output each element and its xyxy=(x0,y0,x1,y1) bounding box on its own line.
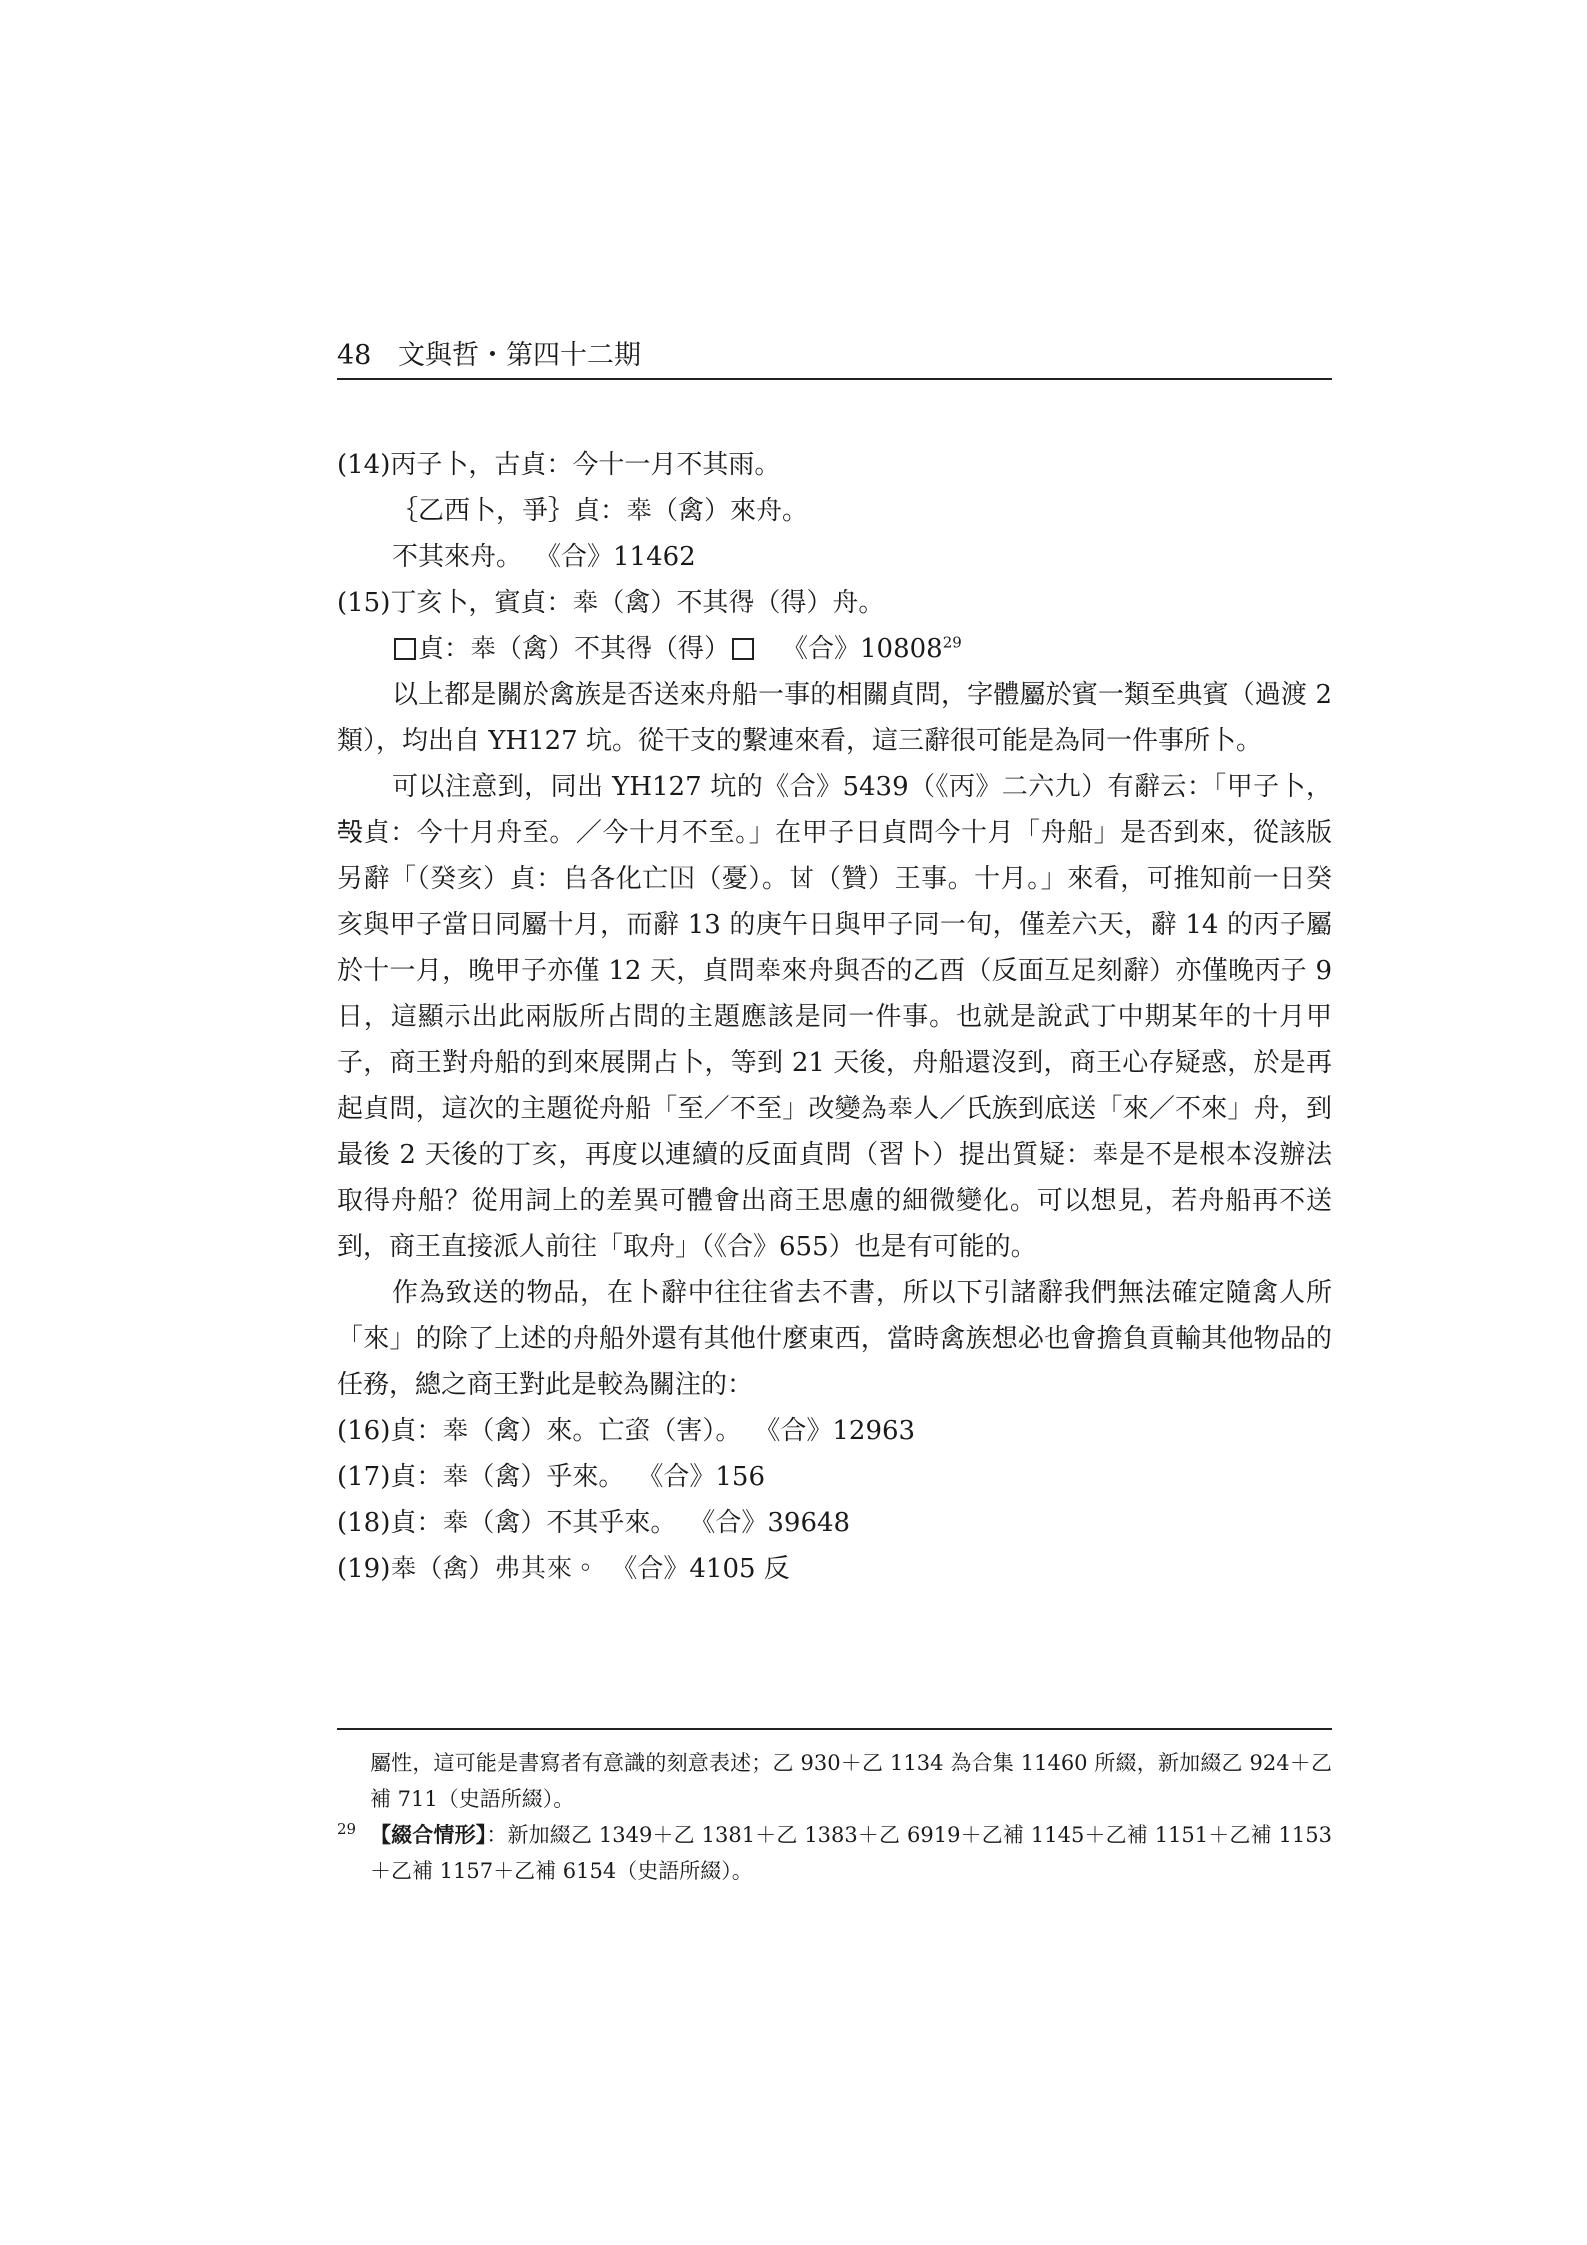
example-14-source: 《合》11462 xyxy=(548,542,696,572)
example-19 xyxy=(337,1546,1332,1592)
example-17 xyxy=(337,1454,1332,1500)
paragraph-2: 可以注意到，同出 YH127 坑的《合》5439（《丙》二六九）有辭云：「甲子卜，𣪊貞：今十月舟至。／今十月不至。」在甲子日貞問今十月「舟船」是否到來，從該版另辭「（癸亥）貞：𠂤各化亡𡆥（憂）。𠀠（贊）王事。十月。」來看，可推知前一日癸亥與甲子當日同屬十月，而辭 13 的庚午日與甲子同一旬，僅差六天，辭 14 的丙子屬於十一月，晚甲子亦僅 12 天，貞問𠦪來舟與否的乙酉（反面互足刻辭）亦僅晚丙子 9 日，這顯示出此兩版所占問的主題應該是同一件事。也就是說武丁中期某年的十月甲子，商王對舟船的到來展開占卜，等到 21 天後，舟船還沒到，商王心存疑惑，於是再起貞問，這次的主題從舟船「至／不至」改變為𠦪人／氏族到底送「來／不來」舟，到最後 2 天後的丁亥，再度以連續的反面貞問（習卜）提出質疑：𠦪是不是根本沒辦法取得舟船？從用詞上的差異可體會出商王思慮的細微變化。可以想見，若舟船再不送到，商王直接派人前往「取舟」（《合》655）也是有可能的。 xyxy=(337,772,1332,1262)
page-number: 48 xyxy=(337,340,372,371)
footnote-29-text: ：新加綴乙 1349＋乙 1381＋乙 1383＋乙 6919＋乙補 1145＋乙補 1151＋乙補 1153＋乙補 1157＋乙補 6154（史語所綴）。 xyxy=(370,1823,1332,1883)
example-16 xyxy=(337,1408,1332,1454)
main-text xyxy=(337,442,1332,1592)
header-rule xyxy=(337,378,1332,380)
footnote-ref-29: 29 xyxy=(942,633,962,652)
footnote-29-mark: 29 xyxy=(337,1820,357,1838)
example-17-source: 《合》156 xyxy=(650,1462,766,1492)
footnote-continuation: 屬性，這可能是書寫者有意識的刻意表述；乙 930＋乙 1134 為合集 11460 所綴，新加綴乙 924＋乙補 711（史語所綴）。 xyxy=(370,1751,1332,1811)
footnote-rule xyxy=(337,1728,1332,1730)
paragraph-1: 以上都是關於禽族是否送來舟船一事的相關貞問，字體屬於賓一類至典賓（過渡 2 類），均出自 YH127 坑。從干支的繫連來看，這三辭很可能是為同一件事所卜。 xyxy=(337,680,1332,756)
example-15-source: 《合》10808 xyxy=(782,634,943,664)
footnotes xyxy=(337,1745,1332,1889)
example-14-line-2: ｛乙西卜，爭｝貞：𠦪（禽）來舟。 xyxy=(392,496,809,526)
example-17-text: (17)貞：𠦪（禽）乎來。 xyxy=(337,1462,625,1492)
example-19-source: 《合》4105 反 xyxy=(624,1554,790,1584)
example-18-text: (18)貞：𠦪（禽）不其乎來。 xyxy=(337,1508,677,1538)
example-15-line-1: (15)丁亥卜，賓貞：𠦪（禽）不其𢔶（得）舟。 xyxy=(337,588,885,618)
example-19-text: (19)𠦪（禽）弗其來。 xyxy=(337,1554,599,1584)
example-15-text: 貞：𠦪（禽）不其𢔶（得） xyxy=(418,634,731,664)
example-14-line-3 xyxy=(337,534,1332,580)
footnote-29-label: 【綴合情形】 xyxy=(370,1822,487,1847)
footnote-29 xyxy=(337,1817,1332,1889)
example-16-source: 《合》12963 xyxy=(767,1416,916,1446)
missing-char-box-icon xyxy=(394,638,416,660)
example-14-text: 不其來舟。 xyxy=(392,542,523,572)
running-header xyxy=(337,336,1332,376)
example-18 xyxy=(337,1500,1332,1546)
example-16-text: (16)貞：𠦪（禽）來。亡𧊒（害）。 xyxy=(337,1416,742,1446)
missing-char-box-icon xyxy=(732,638,754,660)
example-15-line-2 xyxy=(337,626,1332,672)
paragraph-3: 作為致送的物品，在卜辭中往往省去不書，所以下引諸辭我們無法確定隨禽人所「來」的除了上述的舟船外還有其他什麼東西，當時禽族想必也會擔負貢輸其他物品的任務，總之商王對此是較為關注的： xyxy=(337,1278,1332,1400)
example-14-line-1: (14)丙子卜，古貞：今十一月不其雨。 xyxy=(337,450,781,480)
journal-title: 文與哲・第四十二期 xyxy=(397,340,641,371)
example-18-source: 《合》39648 xyxy=(702,1508,851,1538)
